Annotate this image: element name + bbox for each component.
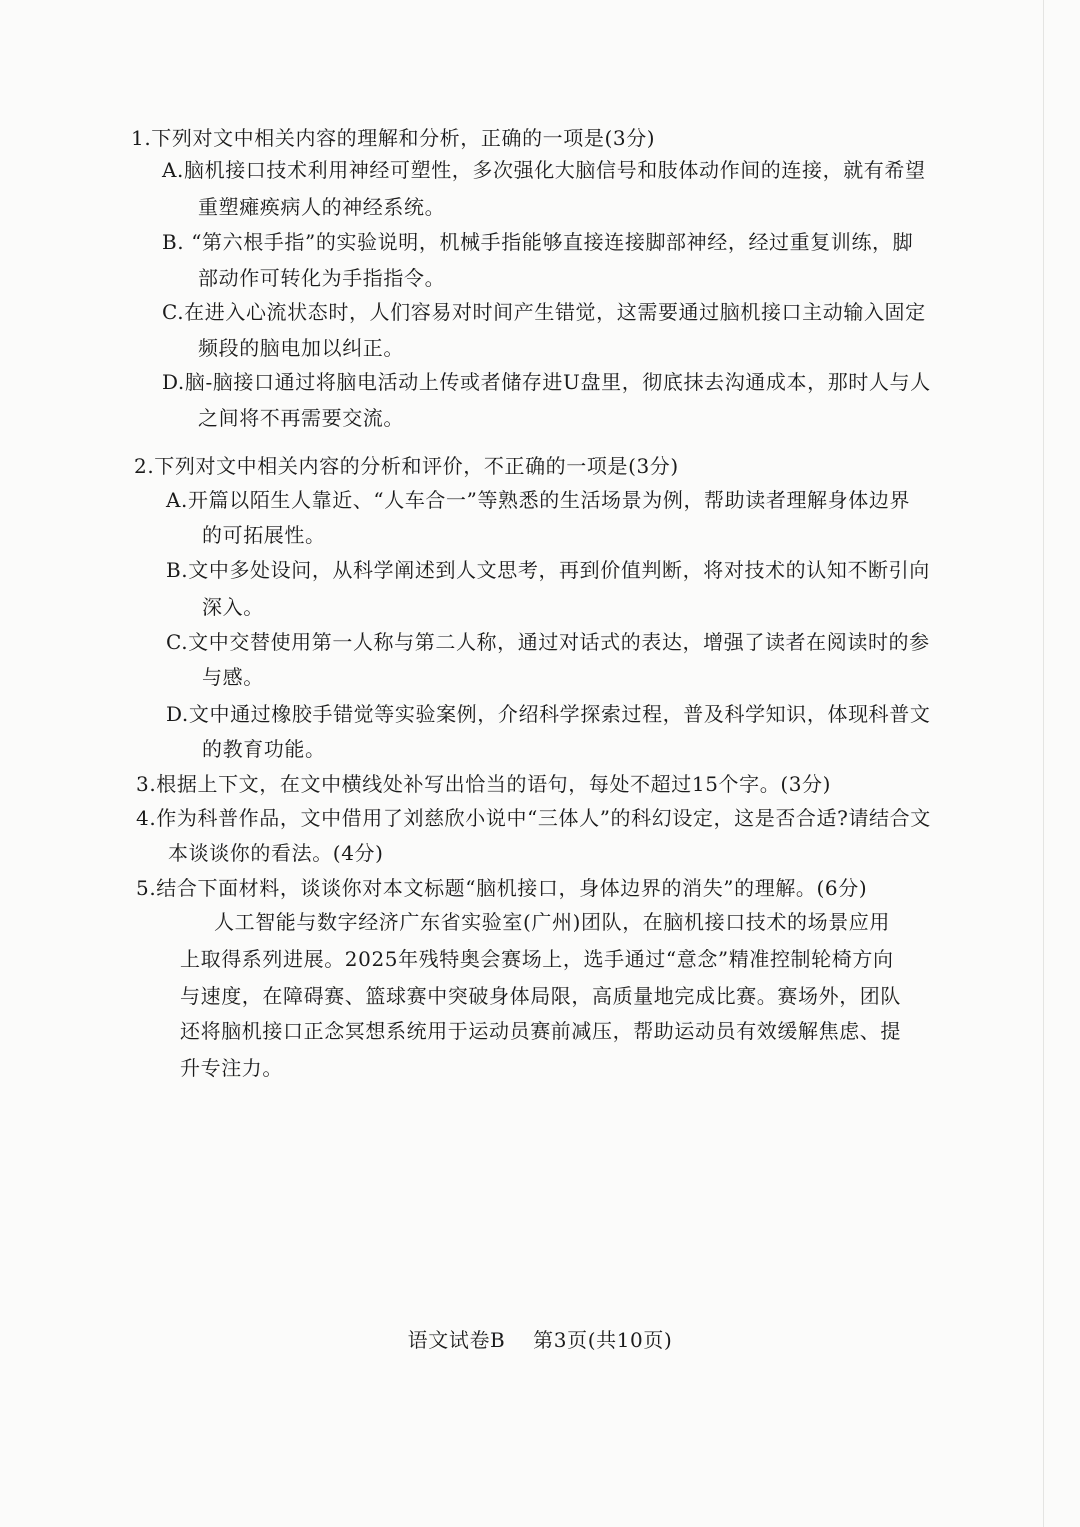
q1-stem: 1.下列对文中相关内容的理解和分析，正确的一项是(3分) <box>131 126 656 150</box>
page-edge-line <box>1043 0 1044 1527</box>
q1-option-a: A.脑机接口技术利用神经可塑性，多次强化大脑信号和肢体动作间的连接，就有希望 <box>162 158 926 182</box>
q5-stem: 5.结合下面材料，谈谈你对本文标题“脑机接口，身体边界的消失”的理解。(6分) <box>136 876 868 900</box>
q1-option-b: B. “第六根手指”的实验说明，机械手指能够直接连接脚部神经，经过重复训练，脚 <box>162 230 914 254</box>
q1-option-c: C.在进入心流状态时，人们容易对时间产生错觉，这需要通过脑机接口主动输入固定 <box>162 300 926 324</box>
q2-option-d-cont: 的教育功能。 <box>202 737 326 761</box>
q5-material-line: 人工智能与数字经济广东省实验室(广州)团队，在脑机接口技术的场景应用 <box>214 910 891 934</box>
q1-option-c-cont: 频段的脑电加以纠正。 <box>198 336 404 360</box>
q4-stem-cont: 本谈谈你的看法。(4分) <box>168 841 384 865</box>
q2-option-c-cont: 与感。 <box>202 665 264 689</box>
q2-option-d: D.文中通过橡胶手错觉等实验案例，介绍科学探索过程，普及科学知识，体现科普文 <box>166 702 931 726</box>
page-footer: 语文试卷B 第3页(共10页) <box>407 1328 673 1352</box>
q2-option-b: B.文中多处设问，从科学阐述到人文思考，再到价值判断，将对技术的认知不断引向 <box>166 558 930 582</box>
q3-stem: 3.根据上下文，在文中横线处补写出恰当的语句，每处不超过15个字。(3分) <box>136 772 832 796</box>
q2-option-a: A.开篇以陌生人靠近、“人车合一”等熟悉的生活场景为例，帮助读者理解身体边界 <box>166 488 911 512</box>
q1-option-d: D.脑-脑接口通过将脑电活动上传或者储存进U盘里，彻底抹去沟通成本，那时人与人 <box>162 370 931 394</box>
q1-option-b-cont: 部动作可转化为手指指令。 <box>198 266 446 290</box>
q2-option-c: C.文中交替使用第一人称与第二人称，通过对话式的表达，增强了读者在阅读时的参 <box>166 630 930 654</box>
q1-option-a-cont: 重塑瘫痪病人的神经系统。 <box>198 195 446 219</box>
q5-material-line: 还将脑机接口正念冥想系统用于运动员赛前减压，帮助运动员有效缓解焦虑、提 <box>180 1019 901 1043</box>
q2-option-a-cont: 的可拓展性。 <box>202 523 326 547</box>
q4-stem: 4.作为科普作品，文中借用了刘慈欣小说中“三体人”的科幻设定，这是否合适?请结合文 <box>136 806 931 830</box>
q5-material-line: 升专注力。 <box>180 1056 283 1080</box>
q5-material-line: 与速度，在障碍赛、篮球赛中突破身体局限，高质量地完成比赛。赛场外，团队 <box>180 984 901 1008</box>
q5-material-line: 上取得系列进展。2025年残特奥会赛场上，选手通过“意念”精准控制轮椅方向 <box>180 947 894 971</box>
q1-option-d-cont: 之间将不再需要交流。 <box>198 406 404 430</box>
q2-option-b-cont: 深入。 <box>202 595 264 619</box>
q2-stem: 2.下列对文中相关内容的分析和评价，不正确的一项是(3分) <box>134 454 679 478</box>
